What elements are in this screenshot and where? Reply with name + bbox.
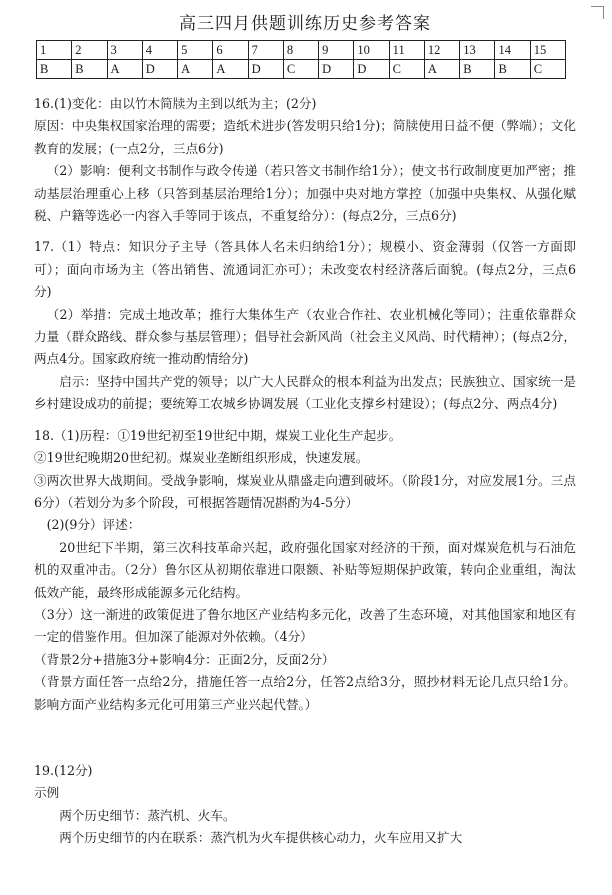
question-number-cell: 8 [283, 41, 318, 60]
answer-cell: B [37, 60, 72, 79]
question-16-answer [34, 93, 576, 227]
answer-cell: B [460, 60, 495, 79]
answer-cell: A [213, 60, 248, 79]
question-number-cell: 10 [354, 41, 389, 60]
q19-details: 两个历史细节：蒸汽机、火车。 [59, 807, 236, 823]
q18-scoring-summary: （背景2分+措施3分+影响4分：正面2分，反面2分） [34, 651, 335, 667]
question-number-cell: 1 [37, 41, 72, 60]
answer-cell: D [248, 60, 283, 79]
answer-cell: C [283, 60, 318, 79]
answer-table [36, 40, 566, 79]
q19-heading: 19.(12分) [34, 762, 93, 778]
answer-cell: D [354, 60, 389, 79]
answer-cell: A [424, 60, 459, 79]
question-number-cell: 9 [319, 41, 354, 60]
q17-part1-features: 17.（1）特点：知识分子主导（答具体人名未归纳给1分）；规模小、资金薄弱（仅答一方面即可）；面向市场为主（答出销售、流通词汇亦可）；未改变农村经济落后面貌。(每点2分，三点6分) [34, 239, 576, 300]
q17-part2-measures: （2）举措：完成土地改革；推行大集体生产（农业合作社、农业机械化等同）；注重依靠群众力量（群众路线、群众参与基层管理）；倡导社会新风尚（社会主义风尚、时代精神）；(每点2分，两点4分。国家政府统一推动酌情给分) [34, 306, 576, 367]
q18-part2-impact: （3分）这一渐进的政策促进了鲁尔地区产业结构多元化，改善了生态环境，对其他国家和地区有一定的借鉴作用。但加深了能源对外依赖。（4分） [34, 606, 576, 645]
question-18-answer [34, 425, 576, 716]
q18-history-stage-2: ②19世纪晚期20世纪初。煤炭业垄断组织形成，快速发展。 [34, 450, 369, 466]
question-number-cell: 14 [495, 41, 530, 60]
answer-cell: B [72, 60, 107, 79]
q18-scoring-notes: （背景方面任答一点给2分，措施任答一点给2分，任答2点给3分，照抄材料无论几点只给1分。影响方面产业结构多元化可用第三产业兴起代替。） [34, 674, 576, 712]
page-title: 高三四月供题训练历史参考答案 [179, 14, 431, 34]
q18-part2-background: 20世纪下半期，第三次科技革命兴起，政府强化国家对经济的干预，面对煤炭危机与石油危机的双重冲击。（2分）鲁尔区从初期依靠进口限额、补贴等短期保护政策，转向企业重组，淘汰低效产能，最终形成能源多元化结构。 [34, 539, 576, 600]
question-number-cell: 6 [213, 41, 248, 60]
answer-cell: D [142, 60, 177, 79]
q18-part2-heading: (2)(9分）评述： [46, 517, 141, 533]
q16-part1-change: 16.(1)变化：由以竹木简牍为主到以纸为主；(2分) [34, 96, 317, 111]
q19-connection: 两个历史细节的内在联系：蒸汽机为火车提供核心动力，火车应用又扩大 [59, 830, 463, 846]
answer-cell: A [107, 60, 142, 79]
question-19-answer [34, 760, 576, 850]
question-17-answer [34, 236, 576, 415]
question-number-cell: 7 [248, 41, 283, 60]
answer-cell: A [178, 60, 213, 79]
question-number-cell: 11 [389, 41, 424, 60]
answer-cell: D [319, 60, 354, 79]
question-number-cell: 3 [107, 41, 142, 60]
q18-history-stage-3: ③两次世界大战期间。受战争影响，煤炭业从鼎盛走向遭到破坏。（阶段1分，对应发展1分。三点6分）（若划分为多个阶段，可根据答题情况斟酌为4-5分） [34, 472, 576, 510]
question-number-cell: 4 [142, 41, 177, 60]
q17-enlightenment: 启示：坚持中国共产党的领导；以广大人民群众的根本利益为出发点；民族独立、国家统一是乡村建设成功的前提；要统筹工农城乡协调发展（工业化支撑乡村建设）；(每点2分、两点4分) [34, 373, 576, 412]
answer-table-number-row [37, 41, 566, 60]
question-number-cell: 15 [530, 41, 565, 60]
q18-history-stage-1: 18.（1)历程：①19世纪初至19世纪中期，煤炭工业化生产起步。 [34, 427, 402, 443]
question-number-cell: 2 [72, 41, 107, 60]
answer-cell: C [530, 60, 565, 79]
question-number-cell: 5 [178, 41, 213, 60]
answer-cell: C [389, 60, 424, 79]
answer-table-answer-row [37, 60, 566, 79]
page-corner-mark [591, 6, 604, 19]
q16-part1-reason: 原因：中央集权国家治理的需要；造纸术进步(答发明只给1分)；简牍使用日益不便（弊端）；文化教育的发展；(一点2分，三点6分) [34, 118, 576, 156]
answer-cell: B [495, 60, 530, 79]
question-number-cell: 13 [460, 41, 495, 60]
q16-part2-impact: （2）影响：便利文书制作与政令传递（若只答文书制作给1分）；使文书行政制度更加严密；推动基层治理重心上移（只答到基层治理给1分）；加强中央对地方掌控（加强中央集权、从强化赋税、户籍等选必一内容入手等同于该点，不重复给分）：(每点2分，三点6分) [34, 163, 576, 224]
q19-example-label: 示例 [34, 785, 60, 801]
question-number-cell: 12 [424, 41, 459, 60]
